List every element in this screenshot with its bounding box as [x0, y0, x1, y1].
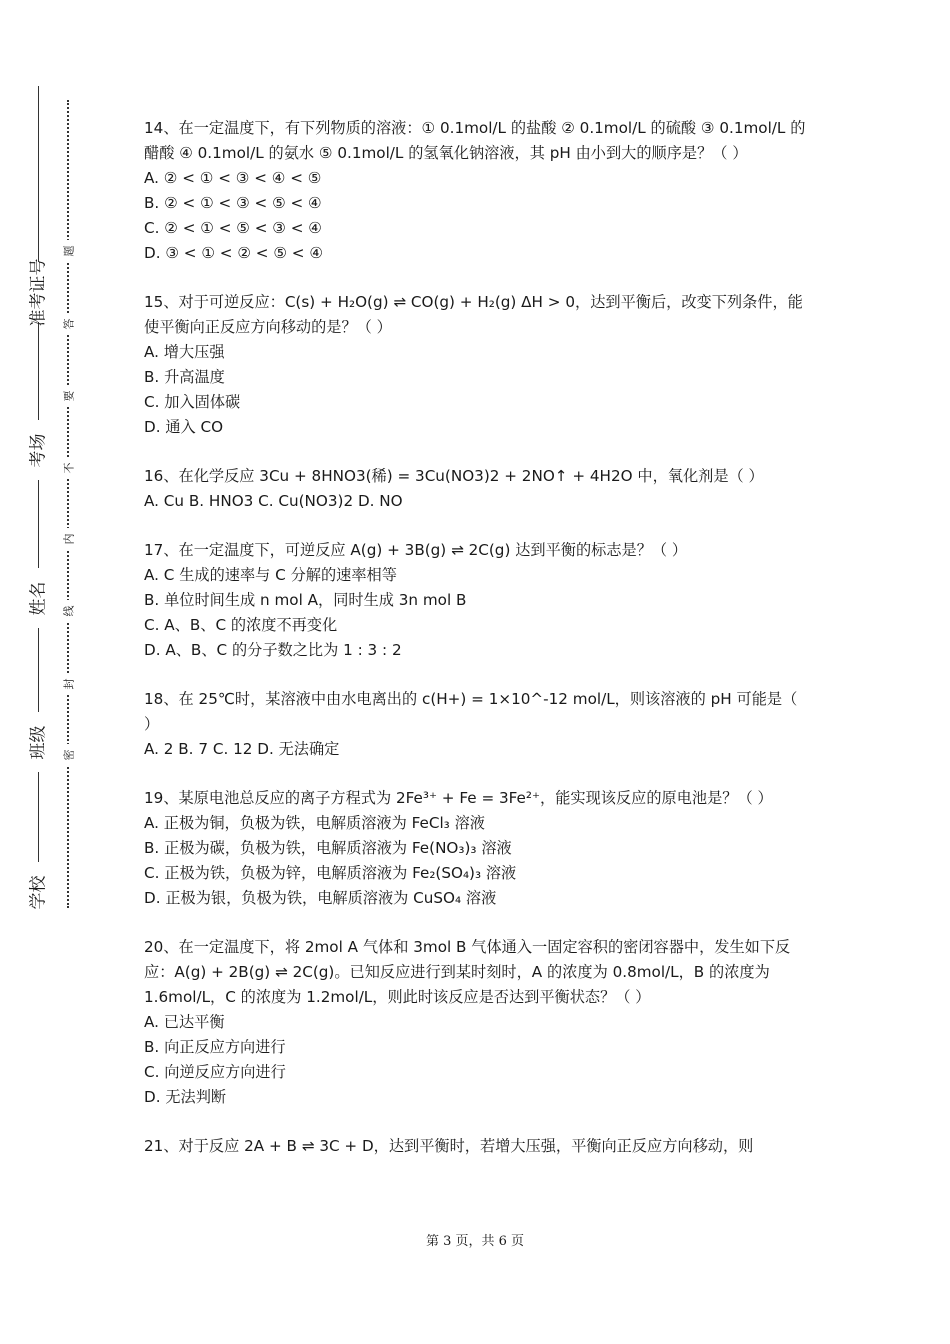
field-label-exam-id: 准考证号 [22, 262, 56, 322]
seal-char: 题 [58, 240, 78, 262]
option-a: A. ② < ① < ③ < ④ < ⑤ [144, 169, 322, 187]
options-inline: A. 2 B. 7 C. 12 D. 无法确定 [144, 740, 340, 758]
field-label-class: 班级 [22, 712, 56, 772]
option-d: D. 通入 CO [144, 418, 224, 436]
page-footer: 第 3 页，共 6 页 [425, 1234, 525, 1249]
option-a: A. C 生成的速率与 C 分解的速率相等 [144, 566, 397, 584]
seal-char: 不 [58, 457, 78, 479]
option-d: D. A、B、C 的分子数之比为 1 : 3 : 2 [144, 641, 402, 659]
question-21 [144, 1134, 808, 1159]
seal-char: 答 [58, 313, 78, 335]
option-c: C. 向逆反应方向进行 [144, 1063, 286, 1081]
option-b: B. 向正反应方向进行 [144, 1038, 286, 1056]
option-a: A. 增大压强 [144, 343, 225, 361]
option-d: D. ③ < ① < ② < ⑤ < ④ [144, 244, 323, 262]
question-stem: 14、在一定温度下，有下列物质的溶液：① 0.1mol/L 的盐酸 ② 0.1mol/L 的硫酸 ③ 0.1mol/L 的醋酸 ④ 0.1mol/L 的氨水 ⑤ 0.1mol/L 的氢氧化钠溶液，其 pH 由小到大的顺序是？（ ） [144, 119, 806, 162]
seal-char: 线 [58, 600, 78, 622]
seal-char: 内 [58, 528, 78, 550]
question-list [144, 116, 808, 1183]
seal-char: 密 [58, 744, 78, 766]
question-stem: 16、在化学反应 3Cu + 8HNO3(稀) = 3Cu(NO3)2 + 2NO↑ + 4H2O 中，氧化剂是（ ） [144, 467, 764, 485]
question-stem: 18、在 25℃时，某溶液中由水电离出的 c(H+) = 1×10^-12 mol/L，则该溶液的 pH 可能是（ ） [144, 690, 798, 733]
binding-solid-line [38, 86, 39, 922]
question-14 [144, 116, 808, 266]
question-stem: 15、对于可逆反应：C(s) + H₂O(g) ⇌ CO(g) + H₂(g) ΔH > 0，达到平衡后，改变下列条件，能使平衡向正反应方向移动的是？（ ） [144, 293, 803, 336]
seal-dotted-line [67, 100, 69, 908]
question-stem: 17、在一定温度下，可逆反应 A(g) + 3B(g) ⇌ 2C(g) 达到平衡的标志是？（ ） [144, 541, 688, 559]
question-16 [144, 464, 808, 514]
field-label-school: 学校 [22, 862, 56, 922]
question-20 [144, 935, 808, 1110]
field-label-name: 姓名 [22, 568, 56, 628]
option-b: B. ② < ① < ③ < ⑤ < ④ [144, 194, 322, 212]
option-b: B. 正极为碳，负极为铁，电解质溶液为 Fe(NO₃)₃ 溶液 [144, 839, 512, 857]
question-stem: 19、某原电池总反应的离子方程式为 2Fe³⁺ + Fe = 3Fe²⁺，能实现该反应的原电池是？（ ） [144, 789, 773, 807]
option-a: A. 已达平衡 [144, 1013, 225, 1031]
option-c: C. ② < ① < ⑤ < ③ < ④ [144, 219, 322, 237]
question-stem: 21、对于反应 2A + B ⇌ 3C + D，达到平衡时，若增大压强，平衡向正反应方向移动，则 [144, 1137, 754, 1155]
question-stem: 20、在一定温度下，将 2mol A 气体和 3mol B 气体通入一固定容积的密闭容器中，发生如下反应：A(g) + 2B(g) ⇌ 2C(g)。已知反应进行到某时刻时，A 的浓度为 0.8mol/L，B 的浓度为 1.6mol/L，C 的浓度为 1.2mol/L，则此时该反应是否达到平衡状态？（ ） [144, 938, 791, 1006]
options-inline: A. Cu B. HNO3 C. Cu(NO3)2 D. NO [144, 492, 403, 510]
option-c: C. 正极为铁，负极为锌，电解质溶液为 Fe₂(SO₄)₃ 溶液 [144, 864, 517, 882]
option-d: D. 正极为银，负极为铁，电解质溶液为 CuSO₄ 溶液 [144, 889, 497, 907]
question-19 [144, 786, 808, 911]
binding-margin [0, 0, 110, 1344]
question-15 [144, 290, 808, 440]
option-c: C. 加入固体碳 [144, 393, 241, 411]
option-c: C. A、B、C 的浓度不再变化 [144, 616, 338, 634]
field-label-exam-room: 考场 [22, 420, 56, 480]
option-a: A. 正极为铜，负极为铁，电解质溶液为 FeCl₃ 溶液 [144, 814, 485, 832]
option-b: B. 单位时间生成 n mol A，同时生成 3n mol B [144, 591, 467, 609]
question-18 [144, 687, 808, 762]
question-17 [144, 538, 808, 663]
option-b: B. 升高温度 [144, 368, 225, 386]
option-d: D. 无法判断 [144, 1088, 227, 1106]
seal-char: 封 [58, 673, 78, 695]
seal-char: 要 [58, 385, 78, 407]
